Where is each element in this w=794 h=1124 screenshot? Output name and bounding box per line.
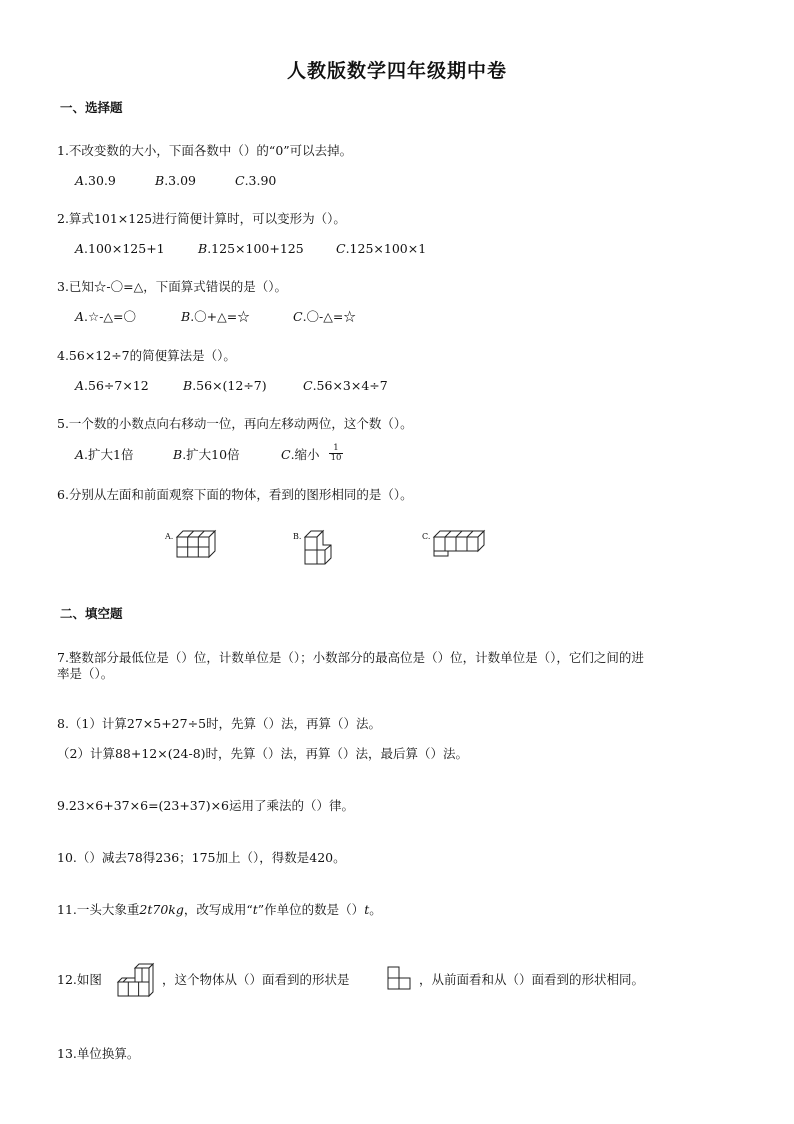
cube-figure-a — [176, 531, 218, 559]
question-7-line1: 7.整数部分最低位是（）位，计数单位是（）；小数部分的最高位是（）位，计数单位是（），它们之间的进 — [57, 650, 644, 665]
question-12-suffix: ，从前面看和从（）面看到的形状相同。 — [419, 972, 645, 987]
q5-option-c: C.缩小 — [281, 447, 320, 462]
question-8-part1: 8.（1）计算27×5+27÷5时，先算（）法，再算（）法。 — [57, 716, 382, 731]
question-6: 6.分别从左面和前面观察下面的物体，看到的图形相同的是（）。 — [57, 487, 413, 502]
section-heading-choice: 一、选择题 — [60, 100, 123, 115]
q1-option-a: A.30.9 — [75, 173, 116, 188]
question-5: 5.一个数的小数点向右移动一位，再向左移动两位，这个数（）。 — [57, 416, 413, 431]
q4-option-b: B.56×(12÷7) — [183, 378, 267, 393]
question-7-line2: 率是（）。 — [57, 666, 114, 681]
q5-fraction — [329, 444, 343, 463]
question-4: 4.56×12÷7的简便算法是（）。 — [57, 348, 236, 363]
cube-figure-c — [433, 531, 487, 557]
page-title: 人教版数学四年级期中卷 — [286, 60, 507, 82]
q4-option-c: C.56×3×4÷7 — [303, 378, 388, 393]
figure-b-label: B. — [293, 532, 302, 541]
q4-option-a: A.56÷7×12 — [75, 378, 149, 393]
cube-figure-b — [304, 531, 334, 567]
q5-option-b: B.扩大10倍 — [173, 447, 240, 462]
q3-option-b: B.〇+△=☆ — [181, 309, 250, 324]
question-13: 13.单位换算。 — [57, 1046, 140, 1061]
cube-figure-q12 — [117, 964, 157, 996]
figure-c-label: C. — [422, 532, 431, 541]
question-10: 10.（）减去78得236；175加上（），得数是420。 — [57, 850, 346, 865]
q1-option-c: C.3.90 — [235, 173, 277, 188]
question-9: 9.23×6+37×6=(23+37)×6运用了乘法的（）律。 — [57, 798, 355, 813]
q2-option-a: A.100×125+1 — [75, 241, 165, 256]
q3-option-a: A.☆-△=〇 — [75, 309, 137, 324]
fraction-denominator: 10 — [330, 453, 342, 463]
question-2: 2.算式101×125进行简便计算时，可以变形为（）。 — [57, 211, 346, 226]
q3-option-c: C.〇-△=☆ — [293, 309, 356, 324]
figure-a-label: A. — [165, 532, 174, 541]
question-11: 11.一头大象重2t70kg，改写成用“t”作单位的数是（）t。 — [57, 902, 382, 917]
question-12-middle: ，这个物体从（）面看到的形状是 — [162, 972, 350, 987]
q2-option-c: C.125×100×1 — [336, 241, 427, 256]
shape-view-icon — [387, 966, 413, 992]
fraction-numerator: 1 — [333, 443, 339, 453]
q1-option-b: B.3.09 — [155, 173, 196, 188]
q5-option-a: A.扩大1倍 — [75, 447, 134, 462]
q2-option-b: B.125×100+125 — [198, 241, 304, 256]
section-heading-fill: 二、填空题 — [60, 606, 123, 621]
question-1: 1.不改变数的大小，下面各数中（）的“0”可以去掉。 — [57, 143, 353, 158]
question-12-prefix: 12.如图 — [57, 972, 102, 987]
question-3: 3.已知☆-〇=△，下面算式错误的是（）。 — [57, 279, 287, 294]
question-8-part2: （2）计算88+12×(24-8)时，先算（）法，再算（）法，最后算（）法。 — [57, 746, 469, 761]
